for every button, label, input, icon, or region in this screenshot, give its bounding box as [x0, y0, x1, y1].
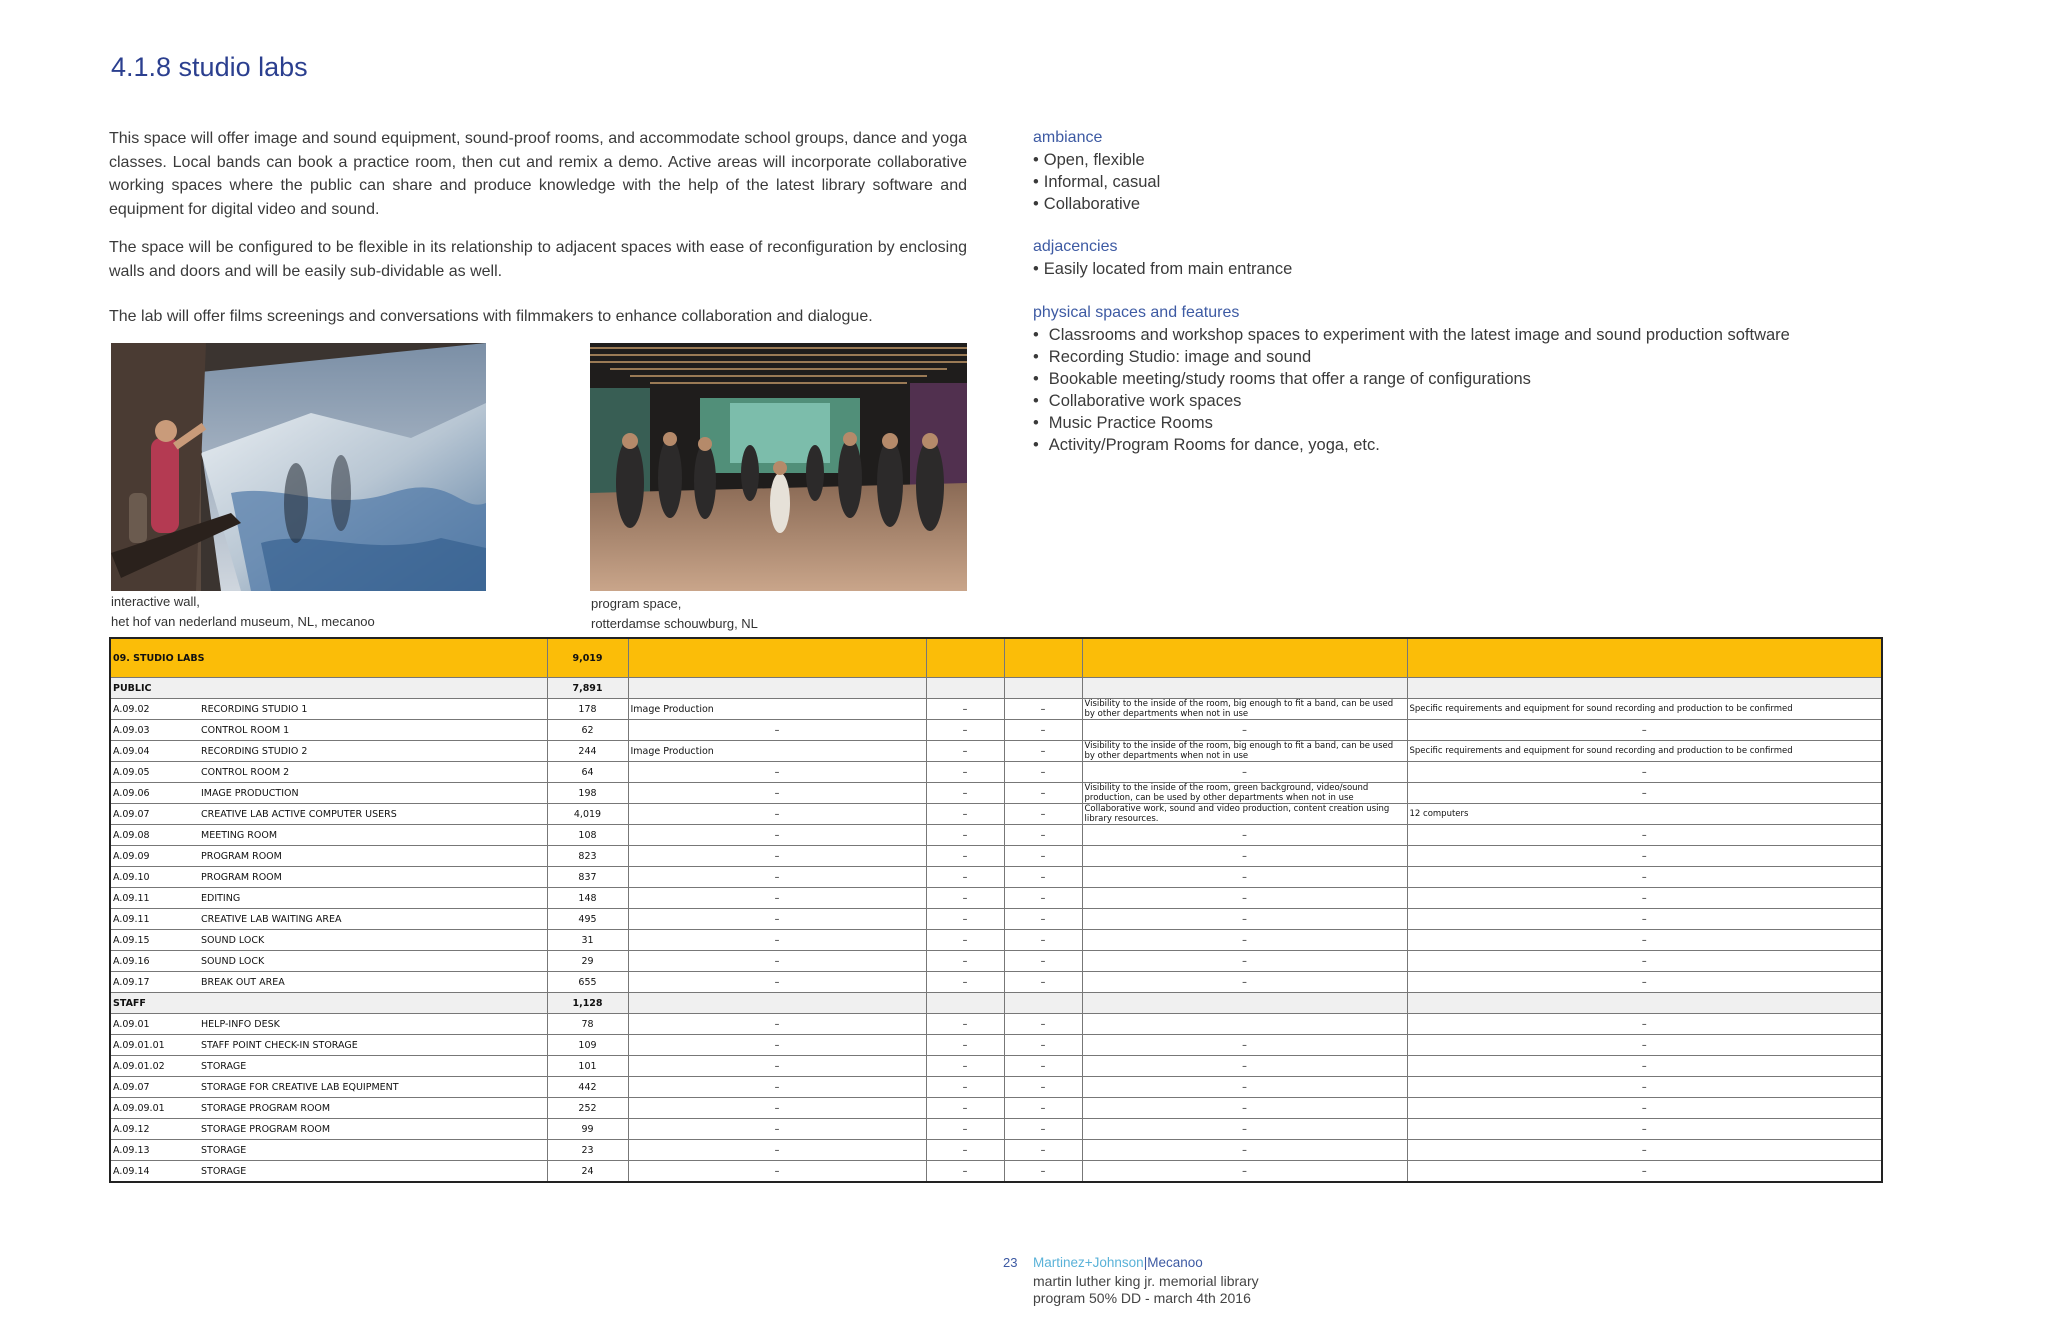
room-code: A.09.06: [110, 783, 199, 804]
ambiance-list: [1033, 149, 1933, 215]
list-item: • Easily located from main entrance: [1033, 258, 1933, 280]
table-cell: –: [1407, 1119, 1882, 1140]
table-cell: Specific requirements and equipment for sound recording and production to be confirmed: [1407, 741, 1882, 762]
table-cell: Visibility to the inside of the room, big enough to fit a band, can be used by other departments when not in use: [1082, 741, 1407, 762]
table-cell: –: [1004, 1161, 1082, 1183]
table-cell: –: [628, 1077, 926, 1098]
table-cell: –: [1082, 1035, 1407, 1056]
table-cell: –: [926, 1119, 1004, 1140]
list-item: • Open, flexible: [1033, 149, 1933, 171]
table-row: [110, 1056, 1882, 1077]
room-code: A.09.08: [110, 825, 199, 846]
table-cell: –: [1082, 720, 1407, 741]
table-cell: –: [926, 888, 1004, 909]
room-name: EDITING: [199, 888, 547, 909]
room-code: A.09.11: [110, 888, 199, 909]
table-cell: –: [628, 804, 926, 825]
table-cell: –: [628, 867, 926, 888]
room-code: A.09.03: [110, 720, 199, 741]
table-cell: –: [1004, 804, 1082, 825]
table-cell: –: [628, 888, 926, 909]
table-cell: –: [926, 909, 1004, 930]
table-cell: –: [926, 951, 1004, 972]
table-row: [110, 1161, 1882, 1183]
table-cell: –: [926, 1140, 1004, 1161]
room-area: 23: [547, 1140, 628, 1161]
program-table: [109, 637, 1883, 1183]
room-code: A.09.11: [110, 909, 199, 930]
room-name: CONTROL ROOM 2: [199, 762, 547, 783]
table-cell: –: [628, 720, 926, 741]
table-cell: –: [1082, 762, 1407, 783]
table-cell: –: [1004, 909, 1082, 930]
table-cell: –: [926, 720, 1004, 741]
table-cell: –: [1004, 1035, 1082, 1056]
table-cell: [1407, 993, 1882, 1014]
table-row: [110, 951, 1882, 972]
table-row: [110, 867, 1882, 888]
table-cell: Collaborative work, sound and video production, content creation using library resources.: [1082, 804, 1407, 825]
table-cell: –: [1407, 846, 1882, 867]
table-row: [110, 804, 1882, 825]
table-cell: –: [926, 783, 1004, 804]
table-cell: –: [628, 1014, 926, 1035]
table-cell: –: [1004, 846, 1082, 867]
table-cell: –: [1082, 1098, 1407, 1119]
table-cell: –: [628, 1140, 926, 1161]
table-cell: [1082, 638, 1407, 678]
list-item: • Music Practice Rooms: [1033, 412, 1933, 434]
room-name: STORAGE PROGRAM ROOM: [199, 1119, 547, 1140]
table-cell: [1407, 678, 1882, 699]
table-cell: –: [628, 1056, 926, 1077]
room-area: 62: [547, 720, 628, 741]
table-cell: –: [628, 951, 926, 972]
room-area: 495: [547, 909, 628, 930]
table-cell: Image Production: [628, 741, 926, 762]
photo-caption: [591, 594, 758, 634]
room-name: STORAGE: [199, 1056, 547, 1077]
table-row: [110, 1098, 1882, 1119]
adjacencies-list: [1033, 258, 1933, 280]
room-name: RECORDING STUDIO 2: [199, 741, 547, 762]
table-row: [110, 783, 1882, 804]
room-name: STORAGE: [199, 1140, 547, 1161]
physical-heading: physical spaces and features: [1033, 304, 1240, 321]
table-cell: –: [926, 741, 1004, 762]
page-title: 4.1.8 studio labs: [111, 52, 308, 82]
table-cell: [628, 678, 926, 699]
room-area: 252: [547, 1098, 628, 1119]
photo-program-space: [590, 343, 967, 591]
room-area: 64: [547, 762, 628, 783]
table-cell: –: [1082, 846, 1407, 867]
photo-caption: [111, 592, 375, 632]
table-cell: –: [926, 762, 1004, 783]
table-cell: –: [926, 699, 1004, 720]
room-code: A.09.05: [110, 762, 199, 783]
table-cell: –: [1082, 888, 1407, 909]
table-cell: –: [1407, 1140, 1882, 1161]
table-cell: –: [926, 825, 1004, 846]
table-cell: –: [1407, 930, 1882, 951]
table-cell: –: [926, 804, 1004, 825]
table-cell: Specific requirements and equipment for sound recording and production to be confirmed: [1407, 699, 1882, 720]
room-area: 99: [547, 1119, 628, 1140]
room-area: 148: [547, 888, 628, 909]
room-name: IMAGE PRODUCTION: [199, 783, 547, 804]
table-cell: –: [1082, 951, 1407, 972]
ambiance-heading: ambiance: [1033, 129, 1103, 146]
table-cell: –: [628, 972, 926, 993]
table-row: [110, 1119, 1882, 1140]
room-name: RECORDING STUDIO 1: [199, 699, 547, 720]
room-name: PROGRAM ROOM: [199, 846, 547, 867]
table-row: [110, 1035, 1882, 1056]
room-area: 823: [547, 846, 628, 867]
table-cell: –: [1407, 1035, 1882, 1056]
table-cell: Visibility to the inside of the room, green background, video/sound production, can be used by other departments when not in use: [1082, 783, 1407, 804]
room-name: STORAGE PROGRAM ROOM: [199, 1098, 547, 1119]
room-name: CONTROL ROOM 1: [199, 720, 547, 741]
photo-interactive-wall: [111, 343, 486, 591]
list-item: • Collaborative: [1033, 193, 1933, 215]
table-cell: –: [628, 909, 926, 930]
room-code: A.09.17: [110, 972, 199, 993]
table-cell: –: [1004, 1014, 1082, 1035]
room-name: CREATIVE LAB WAITING AREA: [199, 909, 547, 930]
table-row: [110, 825, 1882, 846]
room-area: 442: [547, 1077, 628, 1098]
caption-line: het hof van nederland museum, NL, mecanoo: [111, 614, 375, 629]
room-area: 101: [547, 1056, 628, 1077]
group-row: [110, 993, 1882, 1014]
table-cell: –: [1407, 909, 1882, 930]
room-area: 24: [547, 1161, 628, 1183]
room-area: 4,019: [547, 804, 628, 825]
table-cell: –: [926, 1035, 1004, 1056]
room-area: 837: [547, 867, 628, 888]
table-row: [110, 888, 1882, 909]
table-cell: –: [1004, 1119, 1082, 1140]
features-panel: [1033, 127, 1933, 477]
room-name: PROGRAM ROOM: [199, 867, 547, 888]
list-item: • Informal, casual: [1033, 171, 1933, 193]
table-cell: –: [1082, 930, 1407, 951]
room-code: A.09.09.01: [110, 1098, 199, 1119]
adjacencies-heading: adjacencies: [1033, 238, 1118, 255]
room-code: A.09.07: [110, 1077, 199, 1098]
table-cell: –: [628, 1035, 926, 1056]
room-code: A.09.10: [110, 867, 199, 888]
room-area: 29: [547, 951, 628, 972]
table-cell: –: [1004, 762, 1082, 783]
intro-text: [109, 127, 967, 344]
table-cell: [628, 993, 926, 1014]
intro-paragraph: The space will be configured to be flexible in its relationship to adjacent spaces with ease of reconfiguration by enclosing walls and doors and will be easily sub-dividable as well.: [109, 239, 967, 280]
table-cell: –: [1082, 1056, 1407, 1077]
brand-separator: |: [1143, 1255, 1148, 1270]
table-cell: [1082, 993, 1407, 1014]
list-item: • Bookable meeting/study rooms that offer a range of configurations: [1033, 368, 1933, 390]
room-name: HELP-INFO DESK: [199, 1014, 547, 1035]
room-code: A.09.01: [110, 1014, 199, 1035]
table-cell: –: [1004, 888, 1082, 909]
table-cell: –: [1004, 867, 1082, 888]
room-area: 655: [547, 972, 628, 993]
caption-line: program space,: [591, 596, 682, 611]
table-cell: –: [926, 1014, 1004, 1035]
group-row: [110, 678, 1882, 699]
table-cell: [926, 638, 1004, 678]
table-cell: –: [1407, 825, 1882, 846]
table-row: [110, 741, 1882, 762]
table-cell: [926, 993, 1004, 1014]
section-total: 9,019: [547, 638, 628, 678]
table-cell: –: [1082, 1119, 1407, 1140]
group-label: PUBLIC: [110, 678, 547, 699]
table-cell: –: [1082, 1161, 1407, 1183]
table-cell: [1004, 638, 1082, 678]
table-cell: [1407, 638, 1882, 678]
room-code: A.09.09: [110, 846, 199, 867]
room-code: A.09.16: [110, 951, 199, 972]
table-row: [110, 846, 1882, 867]
table-row: [110, 720, 1882, 741]
table-cell: –: [628, 762, 926, 783]
table-cell: –: [1082, 825, 1407, 846]
page-number: 23: [1003, 1255, 1018, 1270]
table-cell: –: [926, 1056, 1004, 1077]
table-cell: –: [1004, 972, 1082, 993]
room-name: STAFF POINT CHECK-IN STORAGE: [199, 1035, 547, 1056]
table-row: [110, 930, 1882, 951]
table-row: [110, 762, 1882, 783]
room-area: 109: [547, 1035, 628, 1056]
table-cell: –: [1407, 888, 1882, 909]
table-cell: –: [1004, 741, 1082, 762]
table-row: [110, 972, 1882, 993]
table-cell: –: [926, 972, 1004, 993]
table-cell: –: [926, 846, 1004, 867]
room-name: STORAGE: [199, 1161, 547, 1183]
table-cell: [1004, 678, 1082, 699]
table-cell: –: [1407, 972, 1882, 993]
table-cell: 12 computers: [1407, 804, 1882, 825]
firm-name: Mecanoo: [1147, 1255, 1203, 1270]
room-code: A.09.13: [110, 1140, 199, 1161]
table-cell: [628, 638, 926, 678]
table-cell: –: [1082, 1140, 1407, 1161]
table-cell: –: [926, 1161, 1004, 1183]
table-cell: –: [1407, 1098, 1882, 1119]
intro-paragraph: This space will offer image and sound equipment, sound-proof rooms, and accommodate school groups, dance and yoga classes. Local bands can book a practice room, then cut and remix a demo. Active areas will incorporate collaborative working spaces where the public can share and produce knowledge with the help of the latest library software and equipment for digital video and sound.: [109, 130, 967, 218]
table-cell: –: [1407, 783, 1882, 804]
table-cell: –: [1004, 699, 1082, 720]
table-cell: –: [926, 867, 1004, 888]
list-item: • Recording Studio: image and sound: [1033, 346, 1933, 368]
room-area: 31: [547, 930, 628, 951]
caption-line: interactive wall,: [111, 594, 200, 609]
table-cell: –: [1004, 930, 1082, 951]
table-cell: Image Production: [628, 699, 926, 720]
table-cell: –: [1407, 1056, 1882, 1077]
group-total: 7,891: [547, 678, 628, 699]
table-cell: –: [1004, 1056, 1082, 1077]
room-area: 108: [547, 825, 628, 846]
table-row: [110, 909, 1882, 930]
group-label: STAFF: [110, 993, 547, 1014]
room-name: BREAK OUT AREA: [199, 972, 547, 993]
table-cell: –: [926, 1077, 1004, 1098]
table-cell: –: [1004, 783, 1082, 804]
table-cell: [1004, 993, 1082, 1014]
table-row: [110, 1014, 1882, 1035]
table-cell: –: [628, 783, 926, 804]
table-cell: –: [1407, 1161, 1882, 1183]
room-area: 78: [547, 1014, 628, 1035]
table-cell: –: [1082, 1077, 1407, 1098]
footer-brand: [1033, 1255, 1203, 1270]
room-code: A.09.12: [110, 1119, 199, 1140]
table-cell: –: [628, 1161, 926, 1183]
table-cell: –: [1082, 909, 1407, 930]
table-cell: –: [926, 930, 1004, 951]
table-cell: –: [1004, 1077, 1082, 1098]
list-item: • Collaborative work spaces: [1033, 390, 1933, 412]
room-code: A.09.01.02: [110, 1056, 199, 1077]
table-cell: –: [1004, 720, 1082, 741]
room-code: A.09.04: [110, 741, 199, 762]
room-code: A.09.15: [110, 930, 199, 951]
caption-line: rotterdamse schouwburg, NL: [591, 616, 758, 631]
table-cell: –: [1407, 1077, 1882, 1098]
physical-list: [1033, 324, 1933, 456]
table-cell: –: [1407, 762, 1882, 783]
room-name: MEETING ROOM: [199, 825, 547, 846]
table-cell: –: [1004, 825, 1082, 846]
intro-paragraph: The lab will offer films screenings and conversations with filmmakers to enhance collaboration and dialogue.: [109, 308, 873, 325]
table-cell: –: [628, 825, 926, 846]
table-cell: –: [1407, 867, 1882, 888]
room-name: SOUND LOCK: [199, 930, 547, 951]
table-cell: –: [628, 846, 926, 867]
table-cell: –: [1407, 1014, 1882, 1035]
room-code: A.09.07: [110, 804, 199, 825]
firm-name: Martinez+Johnson: [1033, 1255, 1144, 1270]
table-row: [110, 1140, 1882, 1161]
table-cell: –: [1082, 972, 1407, 993]
group-total: 1,128: [547, 993, 628, 1014]
table-row: [110, 1077, 1882, 1098]
table-cell: Visibility to the inside of the room, big enough to fit a band, can be used by other departments when not in use: [1082, 699, 1407, 720]
room-code: A.09.02: [110, 699, 199, 720]
table-row: [110, 699, 1882, 720]
room-code: A.09.14: [110, 1161, 199, 1183]
room-name: STORAGE FOR CREATIVE LAB EQUIPMENT: [199, 1077, 547, 1098]
table-cell: –: [1082, 867, 1407, 888]
table-cell: –: [628, 1119, 926, 1140]
table-cell: –: [1004, 1140, 1082, 1161]
footer-line: program 50% DD - march 4th 2016: [1033, 1290, 1251, 1306]
table-header-row: [110, 638, 1882, 678]
room-code: A.09.01.01: [110, 1035, 199, 1056]
room-area: 198: [547, 783, 628, 804]
section-label: 09. STUDIO LABS: [110, 638, 547, 678]
table-cell: –: [628, 1098, 926, 1119]
room-area: 178: [547, 699, 628, 720]
table-cell: –: [1407, 951, 1882, 972]
table-cell: [926, 678, 1004, 699]
room-name: CREATIVE LAB ACTIVE COMPUTER USERS: [199, 804, 547, 825]
list-item: • Activity/Program Rooms for dance, yoga, etc.: [1033, 434, 1933, 456]
table-cell: [1082, 678, 1407, 699]
table-cell: –: [628, 930, 926, 951]
table-cell: –: [1004, 1098, 1082, 1119]
table-cell: –: [1004, 951, 1082, 972]
room-name: SOUND LOCK: [199, 951, 547, 972]
room-area: 244: [547, 741, 628, 762]
table-cell: –: [926, 1098, 1004, 1119]
table-cell: [1082, 1014, 1407, 1035]
table-cell: –: [1407, 720, 1882, 741]
footer-line: martin luther king jr. memorial library: [1033, 1273, 1259, 1289]
list-item: • Classrooms and workshop spaces to experiment with the latest image and sound production software: [1033, 324, 1933, 346]
